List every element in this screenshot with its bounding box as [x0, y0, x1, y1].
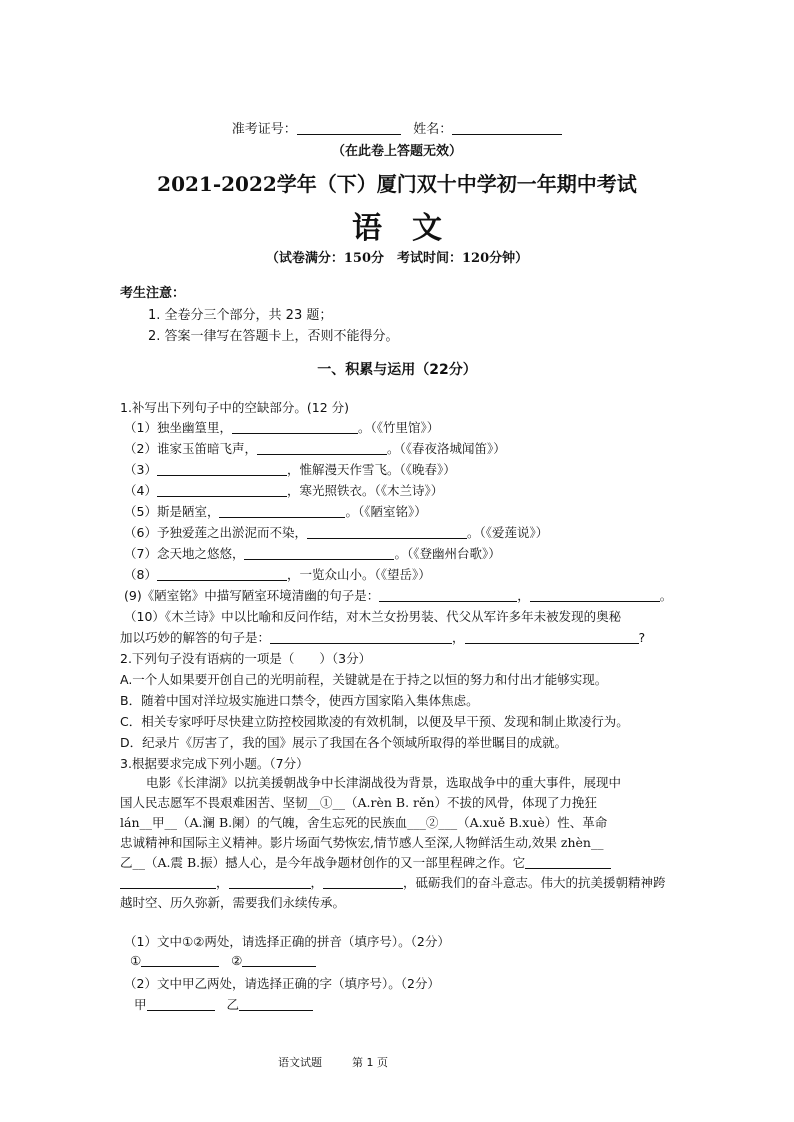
candidate-info [0, 118, 794, 137]
q1-line-10a: （10）《木兰诗》中以比喻和反问作结，对木兰女扮男装、代父从军许多年未被发现的奥秘 [124, 609, 622, 624]
q1-line-3: （3） ，惟解漫天作雪飞。（《晚春》） [124, 462, 456, 477]
q1-line-7: （7）念天地之悠悠， 。（《登幽州台歌》） [124, 546, 501, 561]
page-number: 第 1 页 [352, 1056, 388, 1069]
attention-item: 2. 答案一律写在答题卡上，否则不能得分。 [148, 329, 399, 344]
q2-stem: 2.下列句子没有语病的一项是（ ）（3分） [120, 651, 372, 666]
q2-option-d: D．纪录片《厉害了，我的国》展示了我国在各个领域所取得的举世瞩目的成就。 [120, 735, 568, 750]
attention-heading: 考生注意： [120, 286, 186, 301]
q1-line-8: （8） ，一览众山小。（《望岳》） [124, 567, 431, 582]
q3-sub2-answer: 甲 乙 [134, 995, 313, 1013]
q3-sub1-answer: ① ② [130, 953, 316, 968]
invalid-notice: （在此卷上答题无效） [331, 144, 462, 159]
exam-no-label: 准考证号： [231, 122, 297, 137]
footer-subject: 语文试题 [278, 1056, 322, 1069]
q1-line-9: (9)《陋室铭》中描写陋室环境清幽的句子是： ， 。 [124, 588, 673, 603]
exam-meta: （试卷满分：150分 考试时间：120分钟） [265, 251, 529, 266]
exam-no-blank [297, 120, 401, 135]
section-heading: 一、积累与运用（22分） [317, 362, 477, 378]
q1-stem: 1.补写出下列句子中的空缺部分。(12 分) [120, 400, 350, 415]
q1-line-1: （1）独坐幽篁里， 。（《竹里馆》） [124, 420, 440, 435]
exam-title: 2021-2022学年（下）厦门双十中学初一年期中考试 [157, 172, 637, 196]
name-blank [452, 120, 562, 135]
q3-passage-line: 电影《长津湖》以抗美援朝战争中长津湖战役为背景，选取战争中的重大事件，展现中 [146, 775, 622, 790]
q3-sub1: （1）文中①②两处，请选择正确的拼音（填序号）。（2分） [124, 934, 450, 949]
name-label: 姓名： [413, 122, 453, 137]
q3-passage-line: 越时空、历久弥新，需要我们永续传承。 [120, 895, 346, 910]
q2-option-c: C．相关专家呼吁尽快建立防控校园欺凌的有效机制，以便及早干预、发现和制止欺凌行为。 [120, 714, 629, 729]
q3-passage-line: 乙__（A.震 B.振）撼人心，是今年战争题材创作的又一部里程碑之作。它 [120, 853, 680, 873]
subject-title: 语文 [352, 211, 472, 246]
q3-passage-line: ， ， ，砥砺我们的奋斗意志。伟大的抗美援朝精神跨 [120, 873, 680, 893]
q3-passage-line: 国人民志愿军不畏艰难困苦、坚韧__①__（A.rèn B. rěn）不拔的风骨，体现了力挽狂 [120, 795, 597, 810]
q1-line-5: （5）斯是陋室， 。（《陋室铭》） [124, 504, 427, 519]
q1-line-10b: 加以巧妙的解答的句子是： ， ? [120, 630, 646, 645]
q3-passage-line: 忠诚精神和国际主义精神。影片场面气势恢宏,情节感人至深,人物鲜活生动,效果 zhèn__ [120, 835, 604, 850]
q3-passage-line: lán__甲__（A.澜 B.阑）的气魄，舍生忘死的民族血___②___（A.xuě B.xuè）性、革命 [120, 815, 608, 830]
q3-passage [120, 773, 680, 913]
q3-stem: 3.根据要求完成下列小题。（7分） [120, 756, 309, 771]
page-footer [278, 1054, 418, 1070]
q1-line-6: （6）予独爱莲之出淤泥而不染， 。（《爱莲说》） [124, 525, 549, 540]
q1-line-4: （4） ，寒光照铁衣。（《木兰诗》） [124, 483, 444, 498]
q1-line-2: （2）谁家玉笛暗飞声， 。（《春夜洛城闻笛》） [124, 441, 506, 456]
q2-option-a: A.一个人如果要开创自己的光明前程，关键就是在于持之以恒的努力和付出才能够实现。 [120, 672, 608, 687]
q3-sub2: （2）文中甲乙两处，请选择正确的字（填序号）。（2分） [124, 976, 440, 991]
q2-option-b: B．随着中国对洋垃圾实施进口禁令，使西方国家陷入集体焦虑。 [120, 693, 479, 708]
attention-item: 1. 全卷分三个部分，共 23 题； [148, 308, 333, 323]
